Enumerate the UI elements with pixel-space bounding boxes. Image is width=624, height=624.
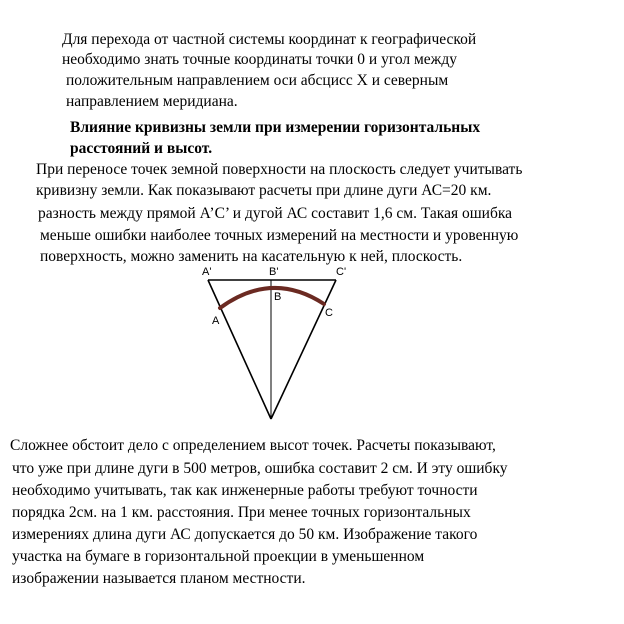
intro-line: Для перехода от частной системы координат к географической (62, 31, 477, 48)
heading-line: Влияние кривизны земли при измерении горизонтальных (70, 119, 481, 136)
paragraph-line: что уже при длине дуги в 500 метров, ошибка составит 2 см. И эту ошибку (12, 460, 508, 477)
paragraph-line: При переносе точек земной поверхности на плоскость следует учитывать (36, 161, 523, 178)
paragraph-line: измерениях длина дуги АС допускается до 50 км. Изображение такого (12, 526, 478, 543)
heading-line: расстояний и высот. (70, 140, 213, 157)
intro-line: положительным направлением оси абсцисс Х и северным (66, 72, 449, 89)
label-b-prime: B' (269, 266, 279, 278)
paragraph-line: порядка 2см. на 1 км. расстояния. При менее точных горизонтальных (12, 504, 471, 521)
paragraph-line: кривизну земли. Как показывают расчеты при длине дуги АС=20 км. (36, 182, 492, 199)
label-a: A (212, 315, 220, 327)
paragraph-line: необходимо учитывать, так как инженерные работы требуют точности (12, 482, 478, 499)
paragraph-line: поверхность, можно заменить на касательную к ней, плоскость. (40, 248, 463, 265)
paragraph-line: изображении называется планом местности. (12, 570, 306, 587)
label-a-prime: A' (202, 266, 212, 278)
paragraph-line: участка на бумаге в горизонтальной проекции в уменьшенном (12, 548, 425, 565)
label-c: C (325, 307, 333, 319)
intro-line: необходимо знать точные координаты точки 0 и угол между (62, 51, 458, 68)
label-b: B (274, 291, 282, 303)
paragraph-line: Сложнее обстоит дело с определением высот точек. Расчеты показывают, (10, 437, 496, 454)
arc-ac (220, 288, 324, 308)
paragraph-line: меньше ошибки наиболее точных измерений на местности и уровенную (40, 227, 519, 244)
label-c-prime: C' (336, 266, 347, 278)
left-radius-line (208, 280, 271, 419)
intro-line: направлением меридиана. (66, 93, 238, 110)
paragraph-line: разность между прямой А’С’ и дугой АС составит 1,6 см. Такая ошибка (38, 205, 513, 222)
